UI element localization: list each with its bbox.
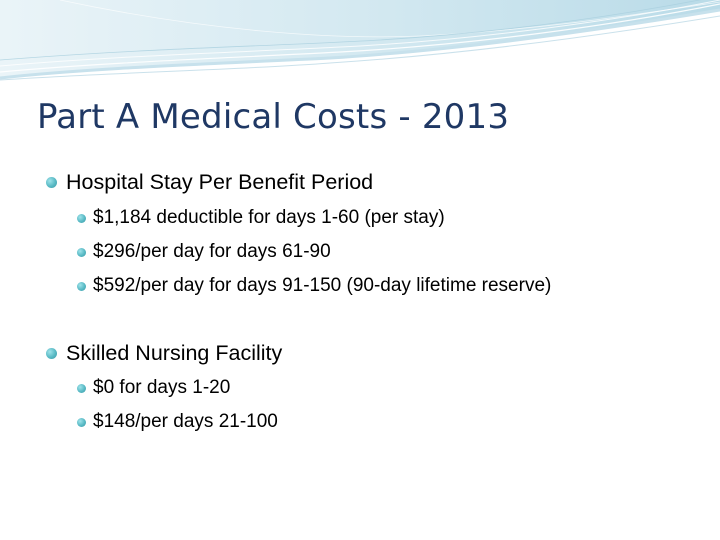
teal-round-bullet-icon	[77, 248, 86, 257]
list-item	[77, 377, 230, 399]
section-heading: Hospital Stay Per Benefit Period	[66, 170, 374, 194]
teal-round-bullet-icon	[77, 214, 86, 223]
section-heading: Skilled Nursing Facility	[66, 341, 283, 365]
list-item-text: $296/per day for days 61-90	[93, 241, 331, 262]
slide-title: Part A Medical Costs - 2013	[37, 97, 510, 137]
teal-round-bullet-icon	[77, 282, 86, 291]
list-item	[77, 411, 278, 433]
list-item	[77, 241, 331, 263]
teal-round-bullet-icon	[77, 384, 86, 393]
list-item-text: $0 for days 1-20	[93, 377, 231, 398]
list-item-text: $1,184 deductible for days 1-60 (per stay)	[93, 207, 445, 228]
list-item	[77, 275, 551, 297]
list-item	[77, 207, 445, 229]
list-item-text: $592/per day for days 91-150 (90-day lifetime reserve)	[93, 275, 552, 296]
list-item-hospital-stay	[46, 170, 373, 195]
teal-round-bullet-icon	[46, 348, 57, 359]
teal-round-bullet-icon	[46, 177, 57, 188]
teal-round-bullet-icon	[77, 418, 86, 427]
list-item-skilled-nursing	[46, 341, 282, 366]
list-item-text: $148/per days 21-100	[93, 411, 278, 432]
